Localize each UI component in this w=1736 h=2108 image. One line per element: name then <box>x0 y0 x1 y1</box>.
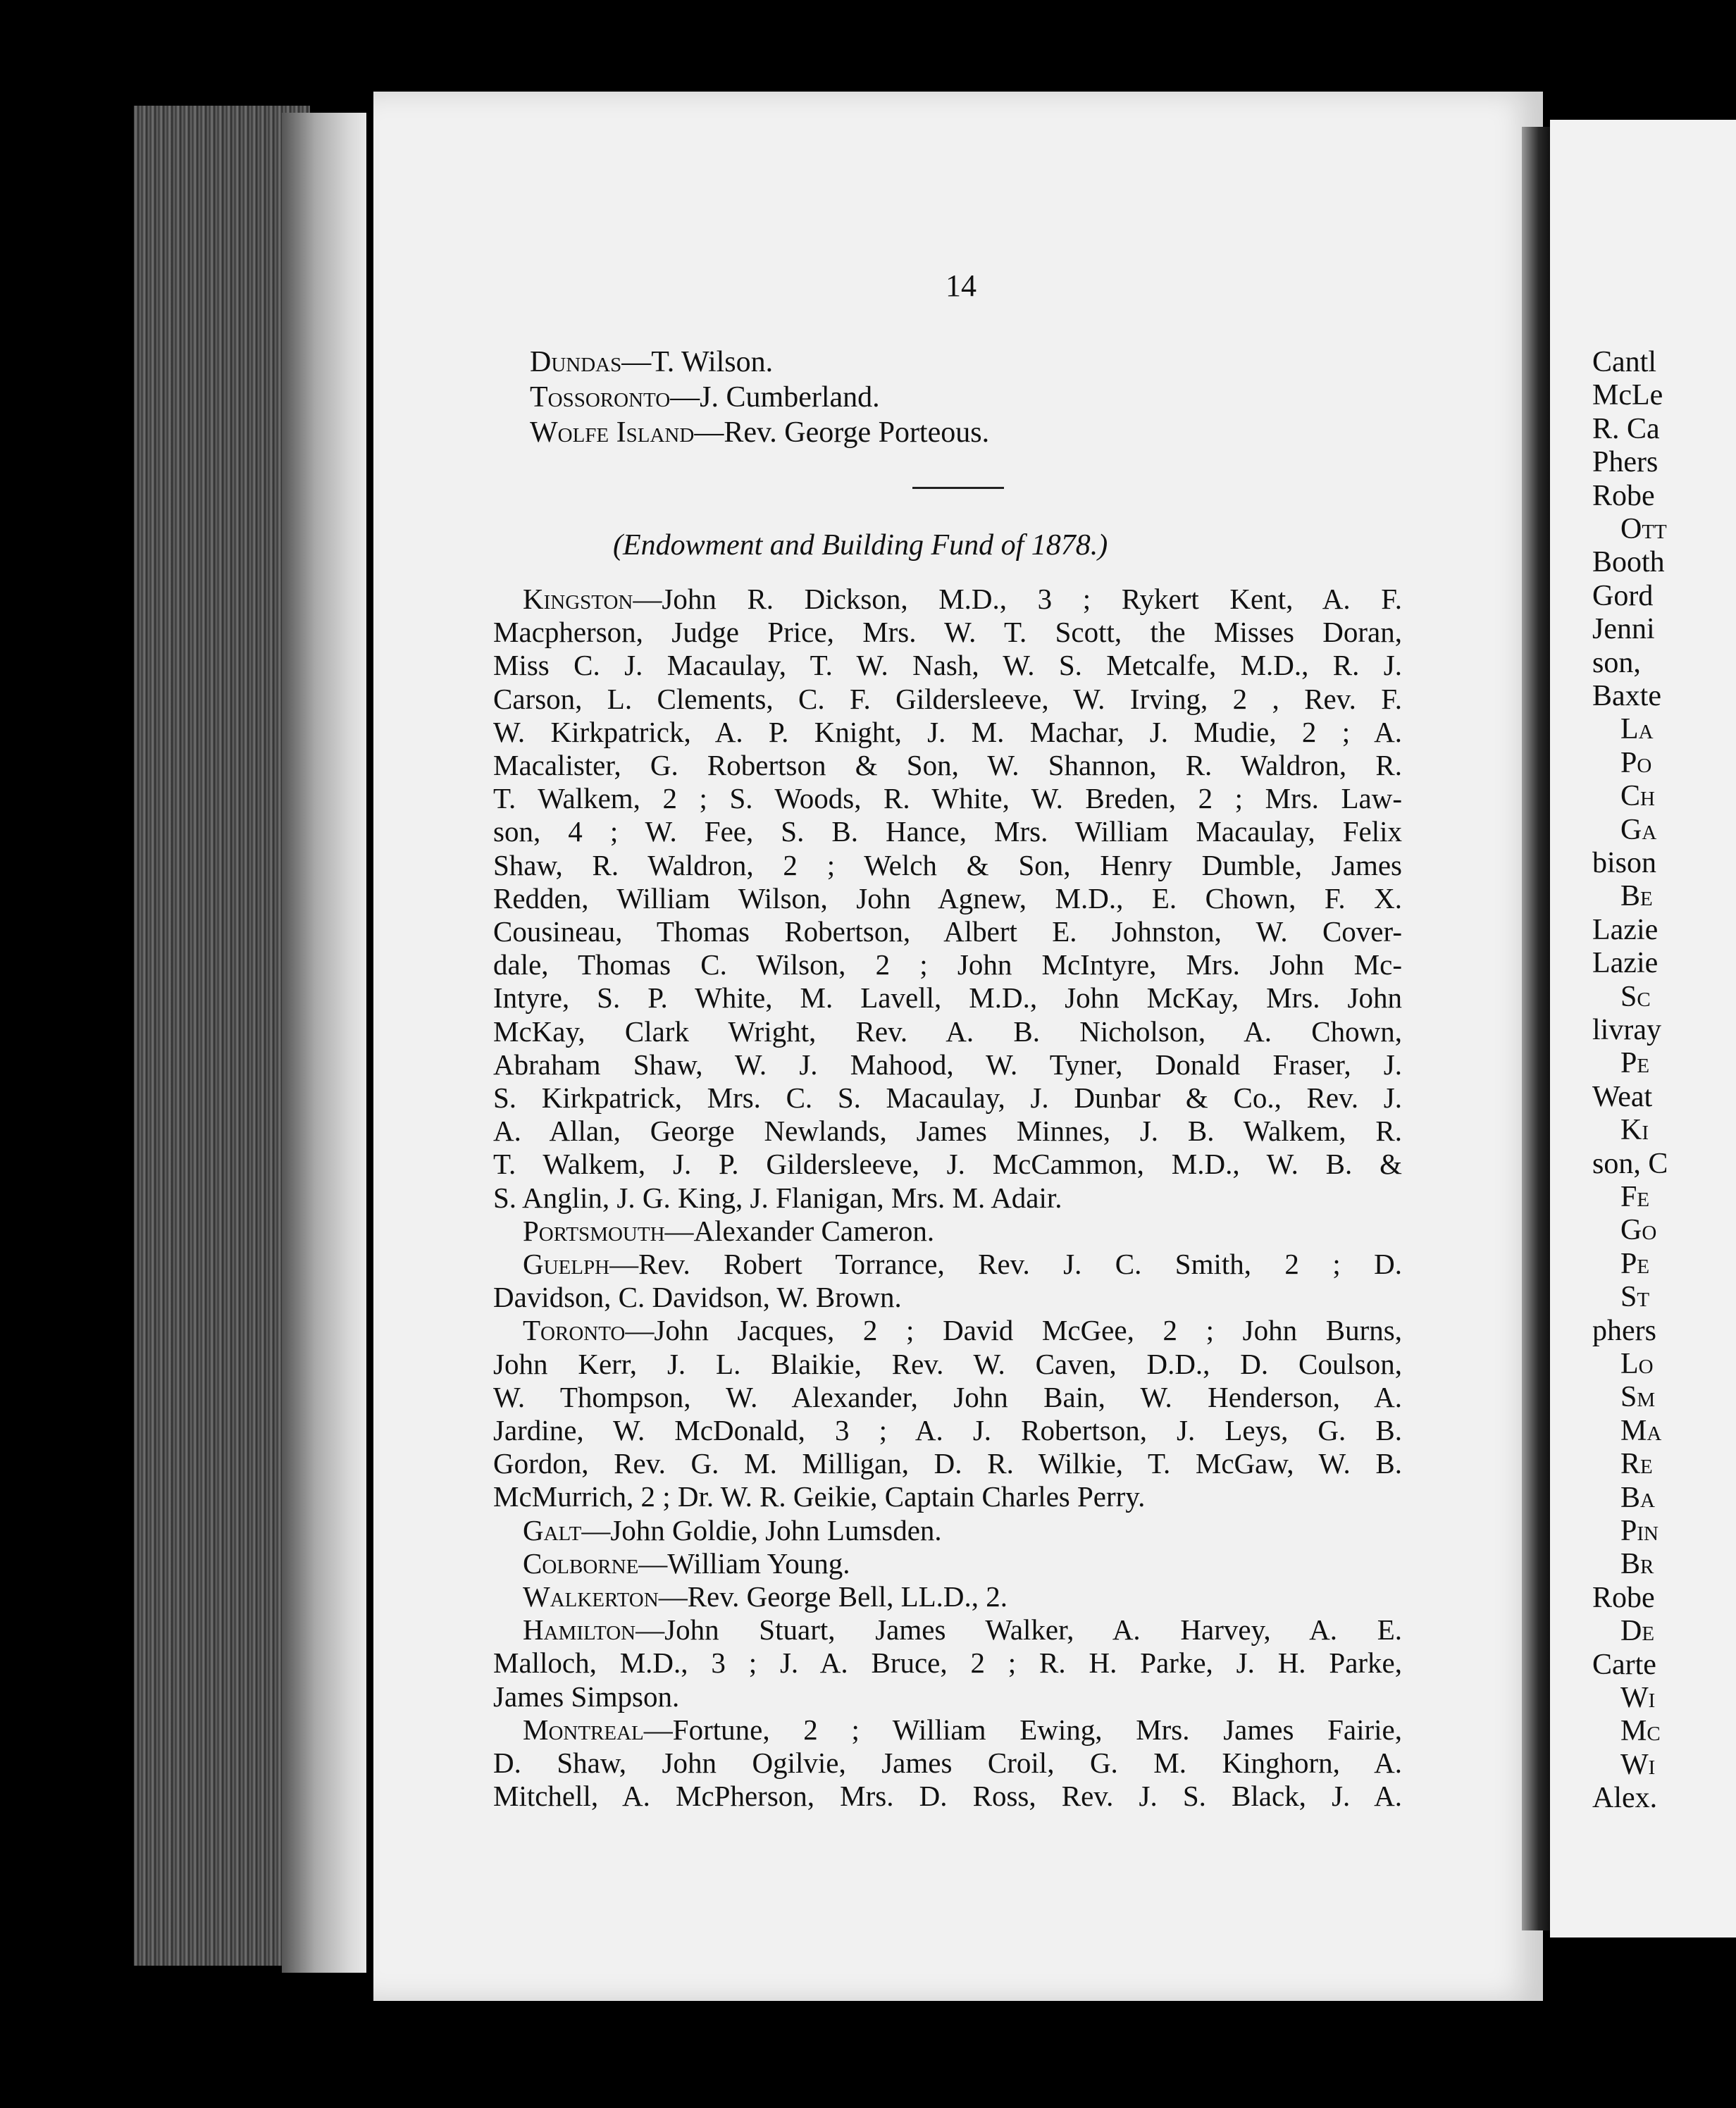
right-page-fragment: Ott <box>1620 513 1667 545</box>
right-page-fragment: La <box>1620 713 1654 746</box>
entry-names: —J. Cumberland. <box>670 381 880 414</box>
right-page-fragment: Wi <box>1620 1682 1656 1714</box>
place-name: Guelph <box>523 1248 610 1280</box>
entry-names: —Rev. George Porteous. <box>694 416 990 449</box>
entry-tossoronto <box>530 380 880 414</box>
line-text: Carson, L. Clements, C. F. Gildersleeve, W. Irving, 2 , Rev. F. <box>493 682 1402 715</box>
right-page-fragment: Pe <box>1620 1047 1650 1080</box>
right-page-fragment: Robe <box>1592 1581 1655 1614</box>
line-text: Miss C. J. Macaulay, T. W. Nash, W. S. Metcalfe, M.D., R. J. <box>493 649 1402 682</box>
line-text: Macpherson, Judge Price, Mrs. W. T. Scott, the Misses Doran, <box>493 616 1402 649</box>
entry-dundas <box>530 345 773 379</box>
right-page-fragment: Ba <box>1620 1481 1655 1514</box>
right-page-fragment: Sm <box>1620 1381 1656 1414</box>
text-line <box>493 1081 1402 1115</box>
line-text: Gordon, Rev. G. M. Milligan, D. R. Wilkie, T. McGaw, W. B. <box>493 1447 1402 1480</box>
text-line <box>493 682 1402 716</box>
right-page-fragment: Be <box>1620 880 1653 913</box>
text-line <box>493 748 1402 782</box>
right-page-fragment: Po <box>1620 746 1652 779</box>
right-page-fragment: Booth <box>1592 546 1665 579</box>
line-text: —John Goldie, John Lumsden. <box>581 1513 942 1546</box>
line-text: Mitchell, A. McPherson, Mrs. D. Ross, Rev. J. S. Black, J. A. <box>493 1780 1402 1813</box>
text-line <box>493 814 1402 848</box>
text-line <box>523 1247 1402 1281</box>
line-text: Jardine, W. McDonald, 3 ; A. J. Robertson, J. Leys, G. B. <box>493 1414 1402 1446</box>
text-line <box>523 1513 1402 1547</box>
text-line <box>493 1680 1402 1713</box>
text-line <box>493 1746 1402 1780</box>
line-text: son, 4 ; W. Fee, S. B. Hance, Mrs. William Macaulay, Felix <box>493 815 1402 848</box>
text-line <box>493 1181 1402 1215</box>
text-line <box>523 1580 1402 1613</box>
right-page-fragment: Jenni <box>1592 613 1655 646</box>
right-page-fragment: Pin <box>1620 1515 1658 1547</box>
right-page-fragment: Fe <box>1620 1181 1650 1213</box>
line-text: Macalister, G. Robertson & Son, W. Shannon, R. Waldron, R. <box>493 749 1402 781</box>
text-line <box>493 615 1402 649</box>
line-text: T. Walkem, 2 ; S. Woods, R. White, W. Breden, 2 ; Mrs. Law- <box>493 782 1402 815</box>
fund-heading: (Endowment and Building Fund of 1878.) <box>613 529 1108 562</box>
right-page-fragment: Weat <box>1592 1080 1653 1113</box>
text-line <box>493 715 1402 749</box>
right-page-fragment: Alex. <box>1592 1782 1658 1815</box>
entry-names: —T. Wilson. <box>621 346 774 378</box>
line-text: Intyre, S. P. White, M. Lavell, M.D., John McKay, Mrs. John <box>493 981 1402 1015</box>
place-name: Portsmouth <box>523 1214 665 1247</box>
line-text: dale, Thomas C. Wilson, 2 ; John McIntyre, Mrs. John Mc- <box>493 948 1402 981</box>
page-number: 14 <box>946 268 976 303</box>
line-text: McMurrich, 2 ; Dr. W. R. Geikie, Captain Charles Perry. <box>493 1480 1146 1513</box>
right-page-fragment: phers <box>1592 1314 1656 1347</box>
entry-wolfe-island <box>530 416 989 450</box>
line-text: Abraham Shaw, W. J. Mahood, W. Tyner, Donald Fraser, J. <box>493 1048 1402 1081</box>
right-page-fragment: Robe <box>1592 479 1655 512</box>
right-page-fragment: Ma <box>1620 1414 1662 1447</box>
right-page-fragment: son, <box>1592 646 1641 679</box>
text-line <box>523 1613 1402 1647</box>
right-page-fragment: Baxte <box>1592 680 1661 712</box>
text-line <box>493 1646 1402 1680</box>
text-line <box>493 1114 1402 1148</box>
text-line <box>493 1413 1402 1447</box>
right-page-fragment: St <box>1620 1281 1650 1314</box>
line-text: McKay, Clark Wright, Rev. A. B. Nicholson, A. Chown, <box>493 1015 1402 1048</box>
line-text: —Fortune, 2 ; William Ewing, Mrs. James Fairie, <box>643 1713 1402 1746</box>
text-line <box>493 1015 1402 1048</box>
right-page <box>1550 120 1736 1938</box>
line-text: —William Young. <box>638 1546 850 1580</box>
right-page-fragment: Br <box>1620 1548 1654 1581</box>
right-page-fragment: Ch <box>1620 780 1655 813</box>
text-line <box>493 1446 1402 1480</box>
right-page-fragment: Phers <box>1592 446 1658 479</box>
line-text: James Simpson. <box>493 1680 680 1713</box>
line-text: T. Walkem, J. P. Gildersleeve, J. McCammon, M.D., W. B. & <box>493 1148 1402 1181</box>
right-page-fragment: Gord <box>1592 579 1654 612</box>
text-line <box>523 1214 1402 1248</box>
line-text: D. Shaw, John Ogilvie, James Croil, G. M. Kinghorn, A. <box>493 1747 1402 1779</box>
line-text: Malloch, M.D., 3 ; J. A. Bruce, 2 ; R. H. Parke, J. H. Parke, <box>493 1647 1402 1680</box>
book-gutter <box>1522 127 1550 1930</box>
line-text: Cousineau, Thomas Robertson, Albert E. Johnston, W. Cover- <box>493 915 1402 948</box>
text-line <box>493 648 1402 682</box>
right-page-fragment: Cantl <box>1592 346 1656 378</box>
section-rule <box>912 487 1004 489</box>
place-name: Galt <box>523 1513 582 1546</box>
right-page-fragment: Mc <box>1620 1715 1661 1748</box>
right-page-fragment: De <box>1620 1615 1655 1648</box>
right-page-fragment: Wi <box>1620 1748 1656 1781</box>
right-page-fragment: Lazie <box>1592 947 1658 980</box>
text-line <box>493 948 1402 981</box>
page-stack-shadow <box>282 113 366 1973</box>
text-line <box>493 1380 1402 1414</box>
entry-place: Tossoronto <box>530 381 671 414</box>
text-line <box>493 781 1402 815</box>
right-page-fragment: Go <box>1620 1214 1657 1247</box>
right-page-fragment: Ki <box>1620 1114 1649 1147</box>
line-text: John Kerr, J. L. Blaikie, Rev. W. Caven, D.D., D. Coulson, <box>493 1347 1402 1380</box>
text-line <box>493 1779 1402 1813</box>
line-text: —Alexander Cameron. <box>664 1214 935 1247</box>
right-page-fragment: Sc <box>1620 980 1651 1013</box>
text-line <box>523 1546 1402 1580</box>
text-line <box>523 582 1402 616</box>
line-text: —Rev. George Bell, LL.D., 2. <box>658 1580 1008 1613</box>
line-text: Shaw, R. Waldron, 2 ; Welch & Son, Henry Dumble, James <box>493 848 1402 881</box>
text-line <box>493 981 1402 1015</box>
place-name: Montreal <box>523 1713 644 1746</box>
right-page-fragment: R. Ca <box>1592 412 1660 445</box>
line-text: Davidson, C. Davidson, W. Brown. <box>493 1281 902 1314</box>
text-line <box>493 848 1402 882</box>
line-text: —Rev. Robert Torrance, Rev. J. C. Smith, 2 ; D. <box>609 1248 1402 1280</box>
line-text: —John Stuart, James Walker, A. Harvey, A. E. <box>636 1613 1402 1647</box>
text-line <box>493 1347 1402 1381</box>
right-page-fragment: Carte <box>1592 1648 1656 1681</box>
place-name: Colborne <box>523 1546 639 1580</box>
right-page-fragment: bison <box>1592 847 1657 879</box>
place-name: Kingston <box>523 583 633 615</box>
entry-place: Wolfe Island <box>530 416 695 449</box>
place-name: Hamilton <box>523 1613 636 1647</box>
text-line <box>523 1313 1402 1347</box>
text-line <box>493 1480 1402 1513</box>
line-text: —John Jacques, 2 ; David McGee, 2 ; John Burns, <box>625 1314 1402 1347</box>
right-page-fragment: son, C <box>1592 1147 1668 1180</box>
line-text: S. Anglin, J. G. King, J. Flanigan, Mrs. M. Adair. <box>493 1181 1062 1214</box>
text-line <box>493 1147 1402 1181</box>
line-text: S. Kirkpatrick, Mrs. C. S. Macaulay, J. Dunbar & Co., Rev. J. <box>493 1081 1402 1114</box>
line-text: W. Thompson, W. Alexander, John Bain, W. Henderson, A. <box>493 1380 1402 1413</box>
text-line <box>493 914 1402 948</box>
right-page-fragment: livray <box>1592 1014 1661 1046</box>
text-line <box>493 881 1402 915</box>
text-line <box>493 1280 1402 1314</box>
right-page-fragment: Pe <box>1620 1247 1650 1280</box>
place-name: Toronto <box>523 1314 626 1347</box>
right-page-fragment: Ga <box>1620 813 1657 846</box>
right-page-fragment: Lazie <box>1592 913 1658 946</box>
right-page-fragment: Lo <box>1620 1348 1654 1380</box>
place-name: Walkerton <box>523 1580 659 1613</box>
line-text: Redden, William Wilson, John Agnew, M.D., E. Chown, F. X. <box>493 881 1402 914</box>
line-text: A. Allan, George Newlands, James Minnes, J. B. Walkem, R. <box>493 1115 1402 1148</box>
text-line <box>493 1048 1402 1081</box>
right-page-fragment: Re <box>1620 1448 1653 1481</box>
line-text: —John R. Dickson, M.D., 3 ; Rykert Kent, A. F. <box>633 583 1402 615</box>
text-line <box>523 1713 1402 1747</box>
entry-place: Dundas <box>530 346 622 378</box>
line-text: W. Kirkpatrick, A. P. Knight, J. M. Machar, J. Mudie, 2 ; A. <box>493 715 1402 748</box>
right-page-fragment: McLe <box>1592 379 1663 412</box>
